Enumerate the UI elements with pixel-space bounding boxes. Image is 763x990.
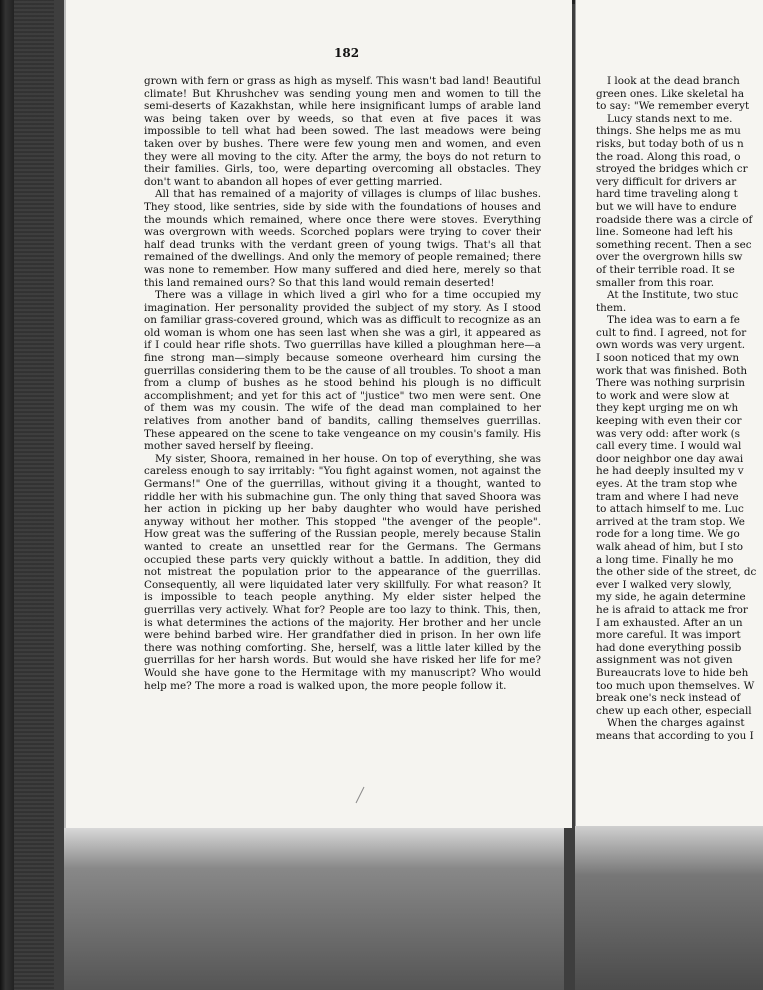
left-page-bottom-shadow bbox=[64, 828, 564, 990]
text-line: At the Institute, two stuc bbox=[607, 289, 739, 302]
text-line: my side, he again determine bbox=[596, 591, 746, 604]
text-line: was very odd: after work (s bbox=[596, 427, 740, 440]
paragraph: All that has remained of a majority of villages is clumps of lilac bushes. They stood, like sentries, side by side with the foundations of houses and the mounds which remained, where once there were stoves. Everything was overgrown with weeds. Scorched poplars were trying to cover their half dead trunks with the verdant green of young twigs. That's all that remained of the dwellings. And only the memory of people remained; there was none to remember. How many suffered and died here, merely so that this land remained ours? So that this land would remain deserted! bbox=[144, 188, 541, 289]
text-line: cult to find. I agreed, not for bbox=[596, 326, 747, 339]
text-line: had done everything possib bbox=[596, 641, 742, 654]
text-line: very difficult for drivers ar bbox=[596, 175, 737, 188]
book-edge-shadow bbox=[0, 0, 14, 990]
text-line: line. Someone had left his bbox=[596, 226, 733, 239]
page-stack-edges bbox=[14, 0, 54, 990]
text-line: Lucy stands next to me. bbox=[607, 112, 733, 125]
text-line: stroyed the bridges which cr bbox=[596, 163, 748, 176]
text-line: the road. Along this road, o bbox=[596, 150, 741, 163]
text-line: keeping with even their cor bbox=[596, 415, 742, 428]
paragraph: grown with fern or grass as high as myself. This wasn't bad land! Beautiful climate! But Khrushchev was sending young men and women to till the semi-deserts of Kazakhstan, while here insignificant lumps of arable land was being taken over by weeds, so that even at five paces it was impossible to tell what had been sowed. The last meadows were being taken over by bushes. There were few young men and women, and even they were all moving to the city. After the army, the boys do not return to their families. Girls, too, were departing overcoming all obstacles. They don't want to abandon all hopes of ever getting married. bbox=[144, 75, 541, 188]
text-line: smaller from this roar. bbox=[596, 276, 715, 289]
paragraph: There was a village in which lived a girl who for a time occupied my imagination. Her personality provided the subject of my story. As I stood on familiar grass-covered ground, which was as difficult to recognize as an old woman is whom one has seen last when she was a girl, it appeared as if I could hear rifle shots. Two guerrillas have killed a ploughman here—a fine strong man—simply because someone overheard him cursing the guerrillas considering them to be the cause of all troubles. To shoot a man from a clump of bushes as he stood behind his plough is no difficult accomplishment; and yet for this act of "justice" two men were sent. One of them was my cousin. The wife of the dead man complained to her relatives from another band of bandits, calling themselves guerrillas. These appeared on the scene to take vengeance on my cousin's family. His mother saved herself by fleeing. bbox=[144, 289, 541, 453]
text-line: but we will have to endure bbox=[596, 200, 737, 213]
text-line: more careful. It was import bbox=[596, 629, 741, 642]
text-line: he is afraid to attack me fror bbox=[596, 603, 748, 616]
text-line: to attach himself to me. Luc bbox=[596, 503, 744, 516]
text-line: call every time. I would wal bbox=[596, 440, 742, 453]
text-line: Bureaucrats love to hide beh bbox=[596, 666, 749, 679]
text-line: too much upon themselves. W bbox=[596, 679, 755, 692]
paragraph: My sister, Shoora, remained in her house. On top of everything, she was careless enough to say irritably: "You fight against women, not against the Germans!" One of the guerrillas, without giving it a thought, wanted to riddle her with his submachine gun. The only thing that saved Shoora was her action in picking up her baby daughter who would have perished anyway without her mother. This stopped "the avenger of the people". How great was the suffering of the Russian people, merely because Stalin wanted to create an unsettled rear for the Germans. The Germans occupied these parts very quickly without a battle. In addition, they did not mistreat the population prior to the appearance of the guerrillas. Consequently, all were liquidated later very skillfully. For what reason? It is impossible to teach people anything. My elder sister helped the guerrillas very actively. What for? People are too lazy to think. This, then, is what determines the actions of the majority. Her brother and her uncle were behind barbed wire. Her grandfather died in prison. In her own life there was nothing comforting. She, herself, was a little later killed by the guerrillas for her harsh words. But would she have risked her life for me? Would she have gone to the Hermitage with my manuscript? Who would help me? The more a road is walked upon, the more people follow it. bbox=[144, 452, 541, 692]
text-line: them. bbox=[596, 301, 627, 314]
right-page-text bbox=[596, 75, 763, 742]
text-line: they kept urging me on wh bbox=[596, 402, 739, 415]
text-line: break one's neck instead of bbox=[596, 692, 741, 705]
text-line: a long time. Finally he mo bbox=[596, 553, 734, 566]
text-line: something recent. Then a sec bbox=[596, 238, 752, 251]
text-line: I look at the dead branch bbox=[607, 75, 740, 87]
text-line: means that according to you I bbox=[596, 729, 754, 742]
text-line: he had deeply insulted my v bbox=[596, 465, 744, 478]
text-line: roadside there was a circle of bbox=[596, 213, 753, 226]
text-line: door neighbor one day awai bbox=[596, 452, 744, 465]
text-line: hard time traveling along t bbox=[596, 188, 738, 201]
page-number: 182 bbox=[334, 46, 360, 60]
text-line: things. She helps me as mu bbox=[596, 125, 741, 138]
text-line: walk ahead of him, but I sto bbox=[596, 540, 744, 553]
text-line: work that was finished. Both bbox=[596, 364, 748, 377]
text-line: to say: "We remember everyt bbox=[596, 100, 750, 113]
text-line: risks, but today both of us n bbox=[596, 137, 744, 150]
text-line: eyes. At the tram stop whe bbox=[596, 478, 738, 490]
text-line: to work and were slow at bbox=[596, 389, 730, 402]
text-line: When the charges against bbox=[607, 717, 745, 730]
text-line: There was nothing surprisin bbox=[596, 377, 745, 390]
text-line: the other side of the street, dc bbox=[596, 566, 757, 579]
right-page-bottom-shadow bbox=[575, 826, 763, 990]
text-line: I soon noticed that my own bbox=[596, 352, 740, 365]
text-line: assignment was not given bbox=[596, 654, 733, 667]
left-page-text bbox=[144, 75, 541, 692]
text-line: The idea was to earn a fe bbox=[607, 314, 740, 327]
text-line: arrived at the tram stop. We bbox=[596, 515, 745, 528]
text-line: I am exhausted. After an un bbox=[596, 616, 743, 629]
text-line: of their terrible road. It se bbox=[596, 263, 735, 276]
text-line: ever I walked very slowly, bbox=[596, 578, 732, 591]
pencil-mark bbox=[354, 786, 366, 804]
text-line: green ones. Like skeletal ha bbox=[596, 87, 745, 100]
text-line: rode for a long time. We go bbox=[596, 528, 740, 541]
text-line: own words was very urgent. bbox=[596, 339, 746, 352]
text-line: over the overgrown hills sw bbox=[596, 251, 743, 264]
text-line: tram and where I had neve bbox=[596, 490, 739, 503]
text-line: chew up each other, especiall bbox=[596, 704, 752, 717]
